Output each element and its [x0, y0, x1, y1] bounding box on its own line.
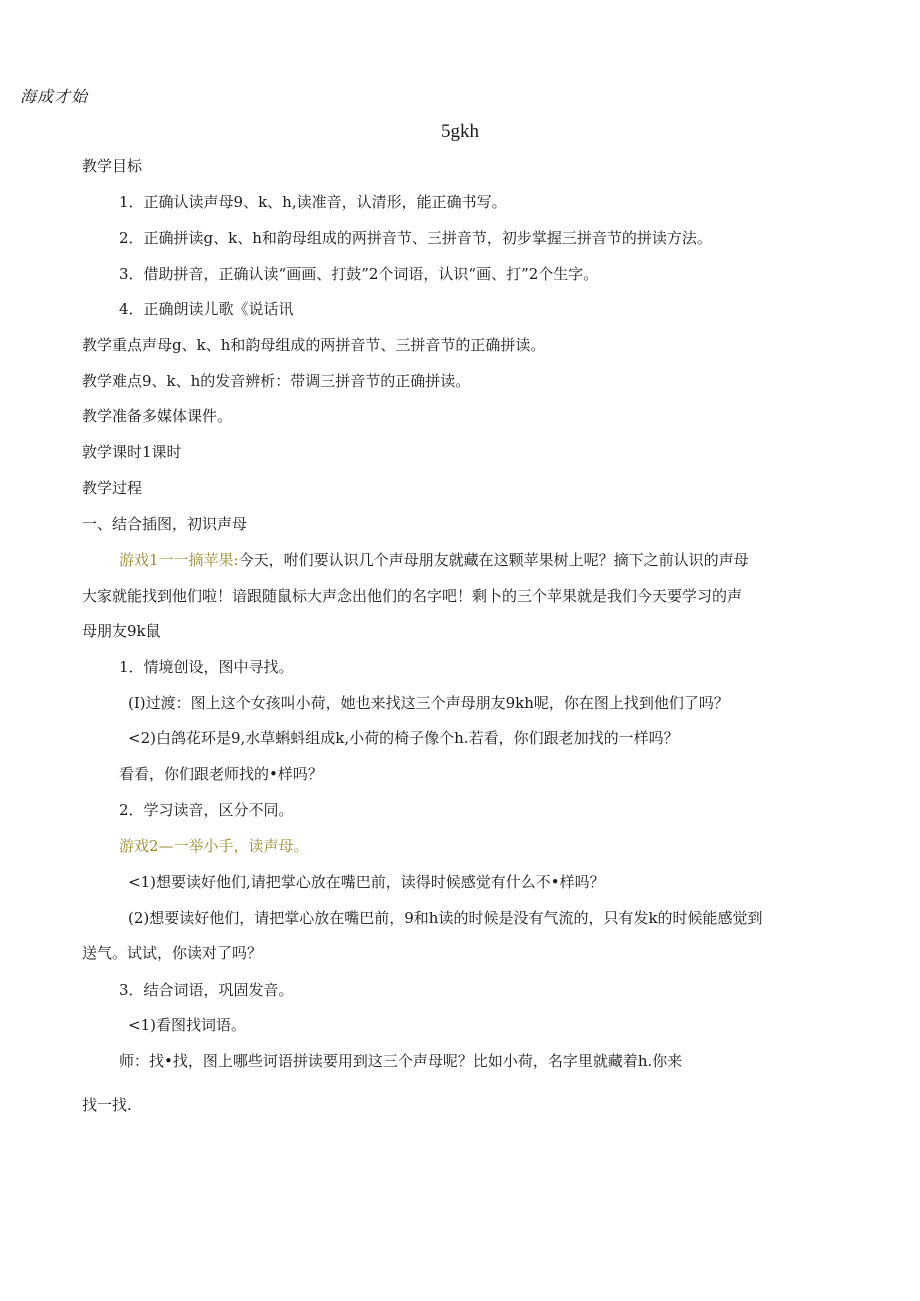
game2-label: 游戏2—一举小手，读声母。 — [119, 837, 309, 855]
section-objectives: 教学目标 — [82, 157, 143, 175]
game1-paragraph — [119, 550, 749, 570]
step-1-question: 看看，你们跟老师找的•样吗？ — [119, 765, 323, 783]
objective-2: 2．正确拼读g、k、h和韵母组成的两拼音节、三拼音节，初步掌握三拼音节的拼读方法。 — [119, 229, 712, 247]
step-1-item-2: <2)白鸽花环是9,水草蝌蚪组成k,小荷的椅子像个h.若看，你们跟老加找的一样吗？ — [128, 729, 679, 747]
game1-label: 游戏1一一摘苹果: — [119, 551, 239, 569]
teacher-line: 师：找•找，图上哪些诃语拼读要用到这三个声母呢？比如小荷，名字里就藏着h.你来 — [119, 1052, 683, 1070]
game1-text-end: 母朋友9k鼠 — [82, 622, 161, 640]
step-2-item-2-cont: 送气。试试，你读对了吗？ — [82, 944, 263, 962]
objective-1: 1．正确认读声母9、k、h,读准音，认清形，能正确书写。 — [119, 193, 507, 211]
objective-3: 3．借助拼音，正确认读“画画、打鼓”2个词语，认识“画、打”2个生字。 — [119, 265, 599, 283]
page-header: 海成才始 — [20, 87, 89, 106]
preparation: 教学准备多媒体课件。 — [82, 407, 233, 425]
difficulties: 教学难点9、k、h的发音辨析：带调三拼音节的正确拼读。 — [82, 372, 471, 390]
step-2-item-2: (2)想要读好他们，请把掌心放在嘴巴前，9和h读的时候是没有气流的，只有发k的时候能感觉到 — [128, 909, 763, 927]
step-2-heading: 2．学习读音，区分不同。 — [119, 801, 294, 819]
step-1-item-1: (I)过渡：图上这个女孩叫小荷，她也来找这三个声母朋友9kh呢，你在图上找到他们了吗？ — [128, 694, 729, 712]
lesson-title: 5gkh — [441, 121, 479, 142]
step-3-heading: 3．结合词语，巩固发音。 — [119, 981, 294, 999]
step-1-heading: 1．情境创设，图中寻找。 — [119, 658, 294, 676]
part-one-heading: 一、结合插图，初识声母 — [82, 515, 248, 533]
step-2-item-1: <1)想要读好他们,请把掌心放在嘴巴前，读得时候感觉有什么不•样吗？ — [128, 873, 605, 891]
step-3-item-1: <1)看图找词语。 — [128, 1016, 246, 1034]
key-points: 教学重点声母g、k、h和韵母组成的两拼音节、三拼音节的正确拼读。 — [82, 336, 546, 354]
game1-text-cont: 大家就能找到他们啦！谙跟随鼠标大声念出他们的名字吧！剩卜的三个苹果就是我们今天要学习的声 — [82, 587, 743, 605]
teacher-line-cont: 找一找. — [82, 1096, 132, 1114]
game1-text: 今天，咐们要认识几个声母朋友就藏在这颗苹果树上呢？摘下之前认识的声母 — [238, 551, 749, 569]
objective-4: 4．正确朗读儿歌《说话讯 — [119, 300, 294, 318]
section-process: 教学过程 — [82, 479, 143, 497]
class-hours: 敦学课时1课时 — [82, 443, 182, 461]
